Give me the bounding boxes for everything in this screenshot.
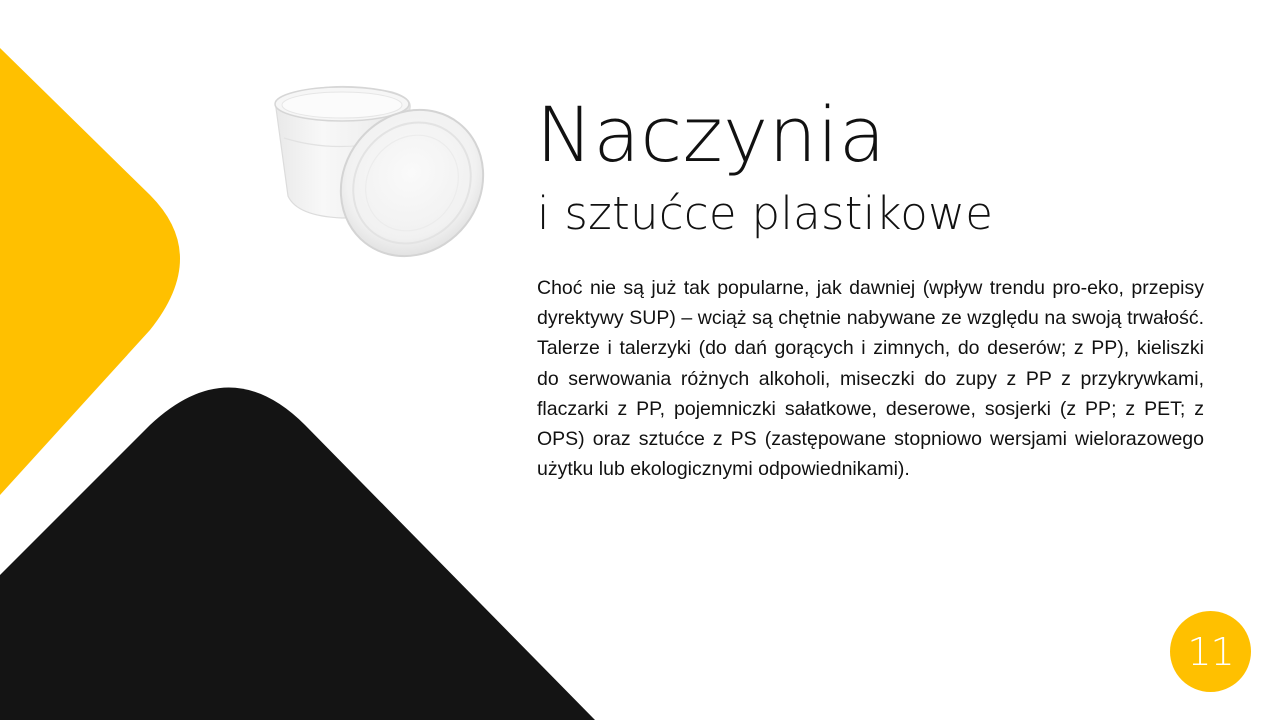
slide-title: Naczynia: [536, 90, 886, 179]
page-number-badge: [1170, 611, 1251, 692]
page-number: 11: [1187, 629, 1234, 674]
plastic-container-image: [262, 78, 497, 268]
slide-subtitle: i sztućce plastikowe: [537, 187, 994, 240]
body-paragraph: Choć nie są już tak popularne, jak dawniej (wpływ trendu pro-eko, przepisy dyrektywy SUP) – wciąż są chętnie nabywane ze względu na swoją trwałość. Talerze i talerzyki (do dań gorących i zimnych, do deserów; z PP), kieliszki do serwowania różnych alkoholi, miseczki do zupy z PP z przykrywkami, flaczarki z PP, pojemniczki sałatkowe, deserowe, sosjerki (z PP; z PET; z OPS) oraz sztućce z PS (zastępowane stopniowo wersjami wielorazowego użytku lub ekologicznymi odpowiednikami).: [537, 277, 1204, 481]
black-shape: [0, 388, 595, 720]
